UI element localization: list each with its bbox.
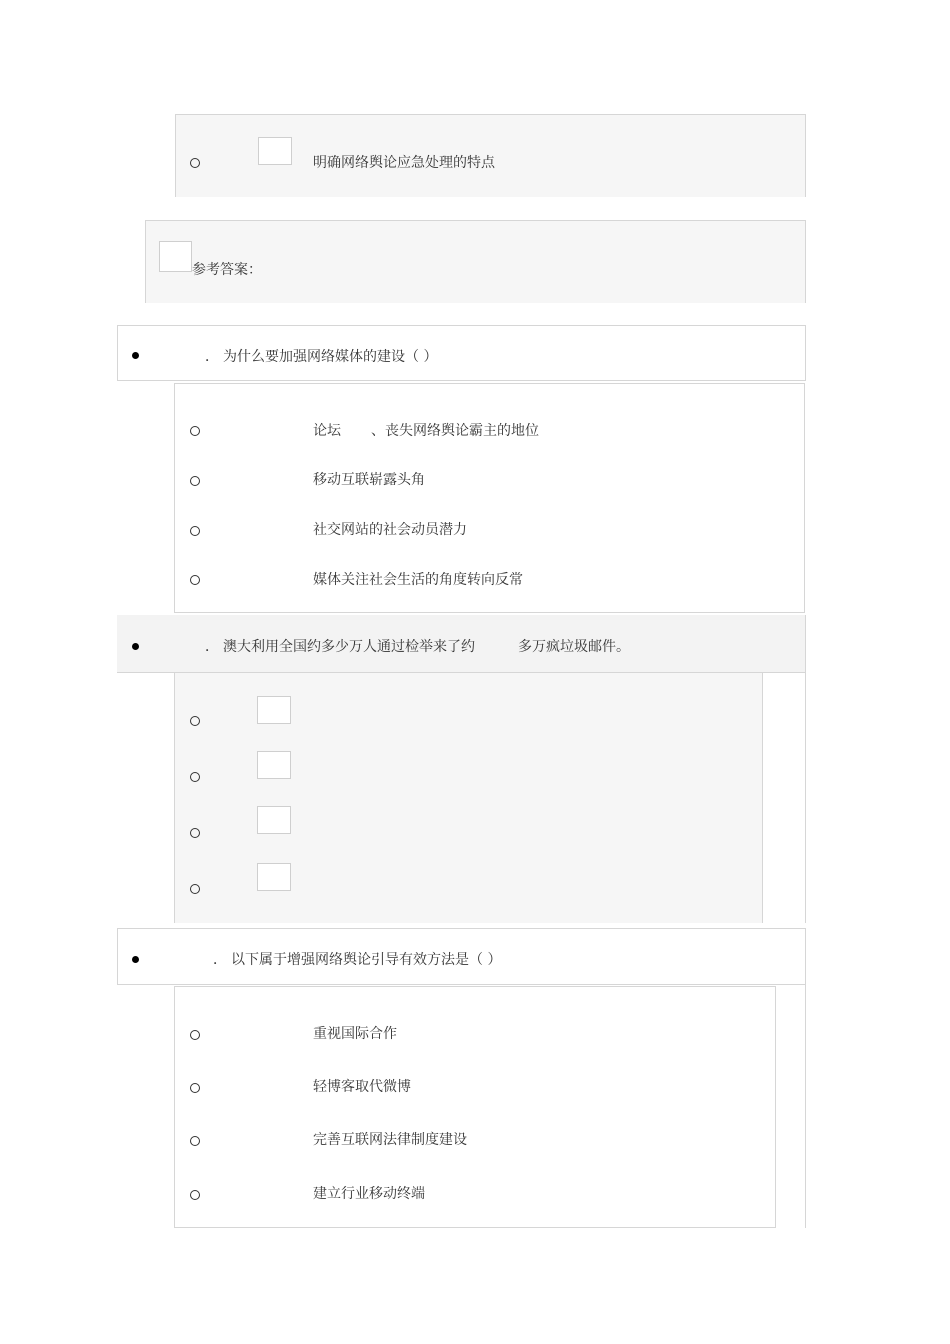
option-text: 明确网络舆论应急处理的特点: [313, 155, 495, 171]
question-text: 为什么要加强网络媒体的建设（ ）: [223, 349, 438, 365]
question-text: 以下属于增强网络舆论引导有效方法是（ ）: [231, 952, 502, 968]
reference-answer-label: 参考答案：: [192, 262, 262, 278]
option-bullet-icon: [190, 1190, 200, 1200]
divider: [805, 220, 806, 303]
answer-checkbox[interactable]: [257, 863, 291, 891]
divider: [145, 220, 806, 221]
option-text[interactable]: 建立行业移动终端: [313, 1186, 425, 1202]
answer-checkbox[interactable]: [258, 137, 292, 165]
option-bullet-icon: [190, 1030, 200, 1040]
option-text[interactable]: 媒体关注社会生活的角度转向反常: [313, 572, 523, 588]
answer-checkbox[interactable]: [257, 696, 291, 724]
option-bullet-icon: [190, 526, 200, 536]
divider: [762, 673, 763, 923]
question-bullet-icon: [132, 643, 139, 650]
option-text[interactable]: 轻博客取代微博: [313, 1079, 411, 1095]
option-bullet-icon: [190, 884, 200, 894]
divider: [175, 114, 806, 115]
option-text[interactable]: 、丧失网络舆论霸主的地位: [371, 423, 539, 439]
option-bullet-icon: [190, 575, 200, 585]
option-bullet-icon: [190, 476, 200, 486]
question-text: 澳大利用全国约多少万人通过检举来了约: [223, 639, 475, 655]
option-bullet-icon: [190, 1083, 200, 1093]
option-bullet-icon: [190, 426, 200, 436]
option-bullet-icon: [190, 1136, 200, 1146]
option-bullet-icon: [190, 716, 200, 726]
question-number: ．: [213, 952, 227, 968]
divider: [145, 220, 146, 303]
answer-checkbox[interactable]: [257, 806, 291, 834]
divider: [805, 985, 806, 1228]
options-panel: [174, 986, 776, 1228]
option-text[interactable]: 论坛: [313, 423, 341, 439]
option-bullet-icon: [190, 828, 200, 838]
option-text[interactable]: 完善互联网法律制度建设: [313, 1132, 467, 1148]
question-header: [117, 325, 806, 381]
question-number: ．: [205, 349, 219, 365]
question-bullet-icon: [132, 956, 139, 963]
question-bullet-icon: [132, 352, 139, 359]
option-text[interactable]: 移动互联崭露头角: [313, 472, 425, 488]
answer-checkbox[interactable]: [159, 241, 192, 272]
divider: [175, 114, 176, 197]
divider: [805, 114, 806, 197]
option-text[interactable]: 社交网站的社会动员潜力: [313, 522, 467, 538]
divider: [805, 615, 806, 923]
divider: [174, 673, 175, 923]
question-text: 多万疯垃圾邮件。: [518, 639, 630, 655]
question-number: ．: [205, 639, 219, 655]
option-bullet-icon: [190, 772, 200, 782]
option-text[interactable]: 重视国际合作: [313, 1026, 397, 1042]
answer-checkbox[interactable]: [257, 751, 291, 779]
option-bullet-icon: [190, 158, 200, 168]
